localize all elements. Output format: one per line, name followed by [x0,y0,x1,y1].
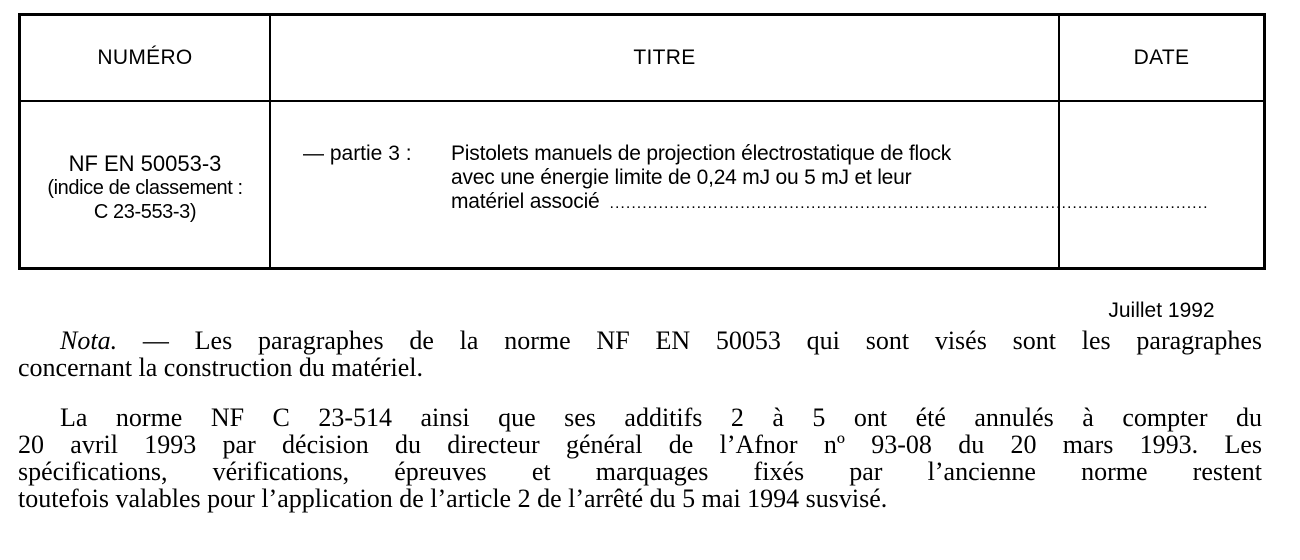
paragraph-line: spécifications, vérifications, épreuves et marquages fixés par l’ancienne norme restent [18,457,1262,486]
standard-date: Juillet 1992 [1108,299,1215,322]
annulment-paragraph [18,404,1262,512]
nota-paragraph [18,327,1262,381]
standard-title [451,142,1209,216]
part-label: — partie 3 : [303,142,412,165]
standard-date-cell [1060,102,1263,322]
title-line: matériel associé [451,190,600,213]
header-numero: NUMÉRO [21,16,271,102]
standard-number-cell [21,102,271,267]
header-date: DATE [1060,16,1263,102]
standard-number: NF EN 50053-3 [68,150,222,176]
title-line: avec une énergie limite de 0,24 mJ ou 5 mJ et leur [451,166,912,189]
classification-index-line2: C 23-553-3) [93,200,197,223]
leader-dots: .............................................................................................................. [609,195,1209,212]
classification-index-line1: (indice de classement : [47,176,243,199]
title-line: Pistolets manuels de projection électrostatique de flock [451,142,952,165]
nota-line-1 [18,327,1262,354]
nota-label: Nota. [60,326,118,355]
nota-text: — Les paragraphes de la norme NF EN 50053 qui sont visés sont les paragraphes [117,326,1262,355]
header-titre: TITRE [271,16,1060,102]
standard-title-cell [271,102,1209,267]
standards-table [18,13,1266,322]
paragraph-line: toutefois valables pour l’application de l’article 2 de l’arrêté du 5 mai 1994 susvisé. [18,484,888,513]
paragraph-line: La norme NF C 23-514 ainsi que ses additifs 2 à 5 ont été annulés à compter du [60,403,1262,432]
paragraph-line: 20 avril 1993 par décision du directeur général de l’Afnor nº 93-08 du 20 mars 1993. Les [18,430,1262,459]
nota-line-2: concernant la construction du matériel. [18,353,424,382]
title-line-last [451,190,1209,216]
